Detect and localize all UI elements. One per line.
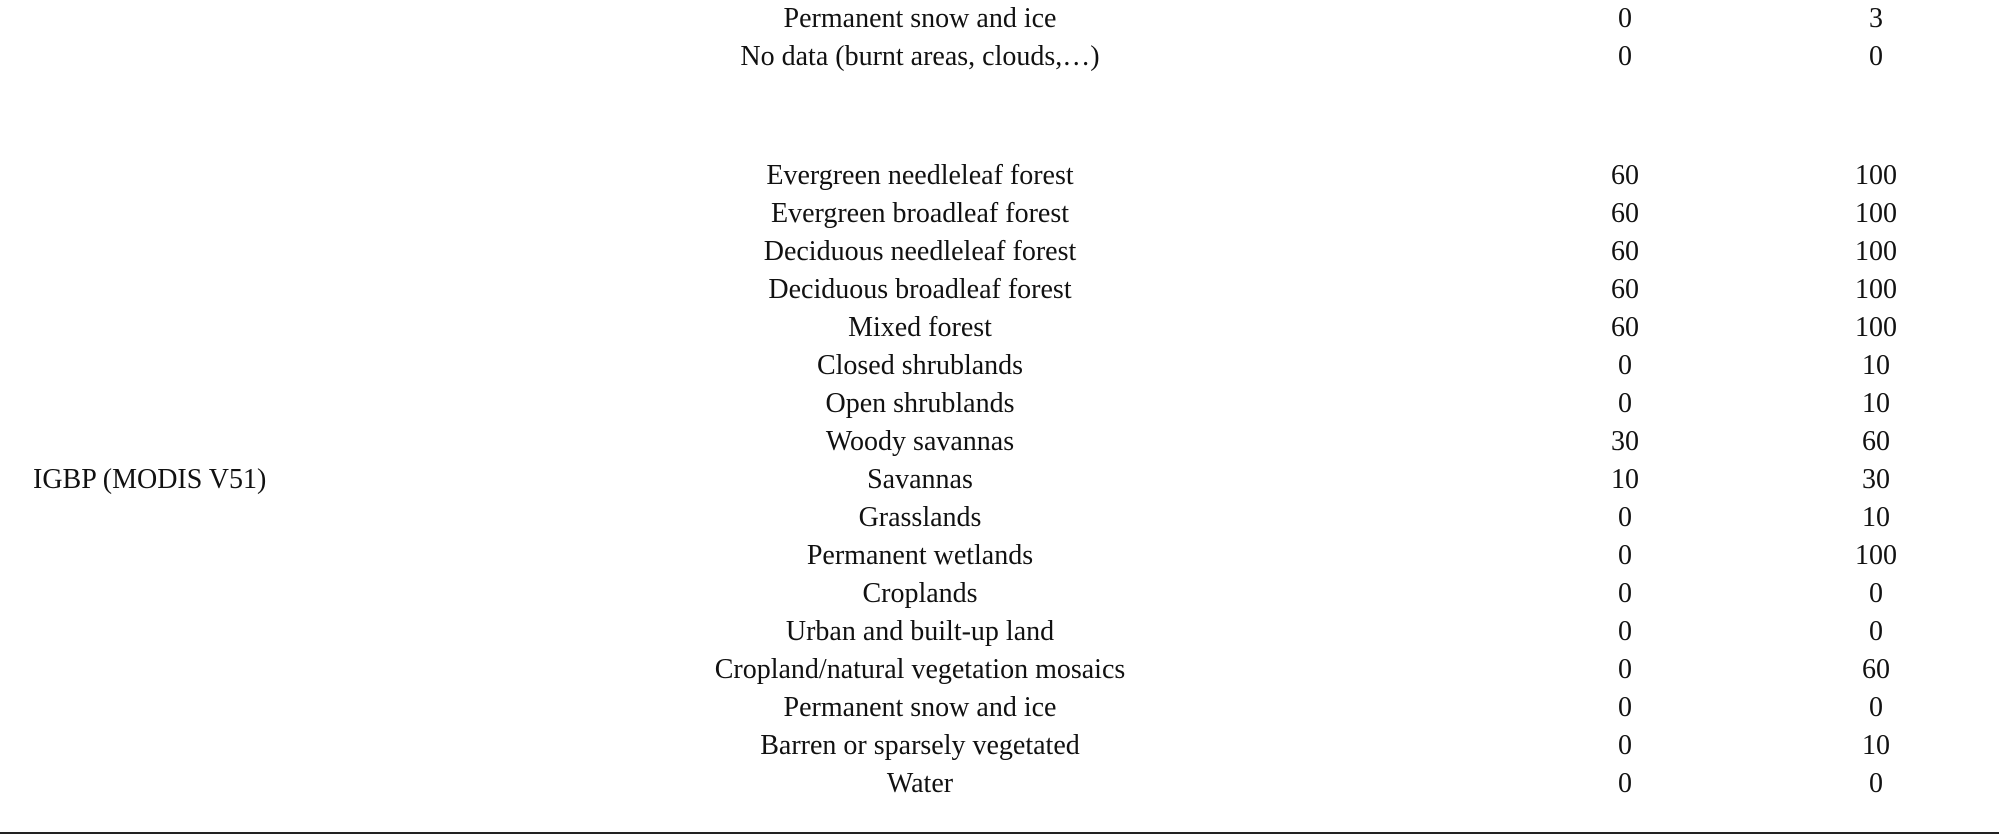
class-name: Barren or sparsely vegetated — [760, 730, 1080, 761]
class-name: Deciduous needleleaf forest — [763, 236, 1077, 267]
class-name: Permanent snow and ice — [783, 3, 1057, 34]
table-row — [0, 157, 1999, 195]
max-value: 100 — [1855, 274, 1897, 305]
class-name: No data (burnt areas, clouds,…) — [740, 41, 1100, 72]
table-row — [0, 461, 1999, 499]
scheme-label: IGBP (MODIS V51) — [33, 464, 267, 495]
class-name: Mixed forest — [848, 312, 992, 343]
max-value: 0 — [1869, 768, 1883, 799]
table-row — [0, 537, 1999, 575]
table-row — [0, 0, 1999, 38]
class-name: Water — [886, 768, 954, 799]
class-name: Permanent wetlands — [806, 540, 1034, 571]
min-value: 0 — [1618, 350, 1632, 381]
class-name: Permanent snow and ice — [783, 692, 1057, 723]
max-value: 10 — [1862, 388, 1890, 419]
min-value: 0 — [1618, 578, 1632, 609]
max-value: 10 — [1862, 350, 1890, 381]
table-row — [0, 271, 1999, 309]
table-row — [0, 347, 1999, 385]
table-row — [0, 423, 1999, 461]
min-value: 60 — [1611, 160, 1639, 191]
table-row — [0, 385, 1999, 423]
max-value: 10 — [1862, 730, 1890, 761]
max-value: 10 — [1862, 502, 1890, 533]
class-name: Evergreen broadleaf forest — [771, 198, 1069, 229]
class-name: Woody savannas — [825, 426, 1015, 457]
min-value: 0 — [1618, 768, 1632, 799]
table-row — [0, 613, 1999, 651]
min-value: 0 — [1618, 730, 1632, 761]
table-row — [0, 38, 1999, 76]
class-name: Urban and built-up land — [785, 616, 1055, 647]
class-name: Cropland/natural vegetation mosaics — [714, 654, 1126, 685]
table-row — [0, 233, 1999, 271]
table-row — [0, 651, 1999, 689]
class-name: Deciduous broadleaf forest — [768, 274, 1072, 305]
min-value: 0 — [1618, 41, 1632, 72]
min-value: 0 — [1618, 540, 1632, 571]
class-name: Evergreen needleleaf forest — [766, 160, 1074, 191]
min-value: 60 — [1611, 198, 1639, 229]
max-value: 0 — [1869, 41, 1883, 72]
max-value: 3 — [1869, 3, 1883, 34]
max-value: 100 — [1855, 312, 1897, 343]
table-row — [0, 765, 1999, 803]
min-value: 60 — [1611, 274, 1639, 305]
max-value: 100 — [1855, 160, 1897, 191]
min-value: 10 — [1611, 464, 1639, 495]
max-value: 60 — [1862, 426, 1890, 457]
max-value: 0 — [1869, 616, 1883, 647]
min-value: 0 — [1618, 616, 1632, 647]
table-row — [0, 195, 1999, 233]
min-value: 30 — [1611, 426, 1639, 457]
class-name: Grasslands — [858, 502, 982, 533]
max-value: 60 — [1862, 654, 1890, 685]
max-value: 100 — [1855, 236, 1897, 267]
max-value: 100 — [1855, 198, 1897, 229]
table-row — [0, 575, 1999, 613]
table-row — [0, 727, 1999, 765]
min-value: 0 — [1618, 388, 1632, 419]
min-value: 0 — [1618, 3, 1632, 34]
max-value: 30 — [1862, 464, 1890, 495]
class-name: Savannas — [867, 464, 973, 495]
class-name: Closed shrublands — [816, 350, 1024, 381]
min-value: 60 — [1611, 236, 1639, 267]
table-row — [0, 689, 1999, 727]
min-value: 0 — [1618, 692, 1632, 723]
max-value: 0 — [1869, 692, 1883, 723]
table-row — [0, 499, 1999, 537]
min-value: 0 — [1618, 502, 1632, 533]
min-value: 60 — [1611, 312, 1639, 343]
min-value: 0 — [1618, 654, 1632, 685]
class-name: Croplands — [862, 578, 978, 609]
max-value: 100 — [1855, 540, 1897, 571]
max-value: 0 — [1869, 578, 1883, 609]
table-row — [0, 309, 1999, 347]
class-name: Open shrublands — [825, 388, 1015, 419]
